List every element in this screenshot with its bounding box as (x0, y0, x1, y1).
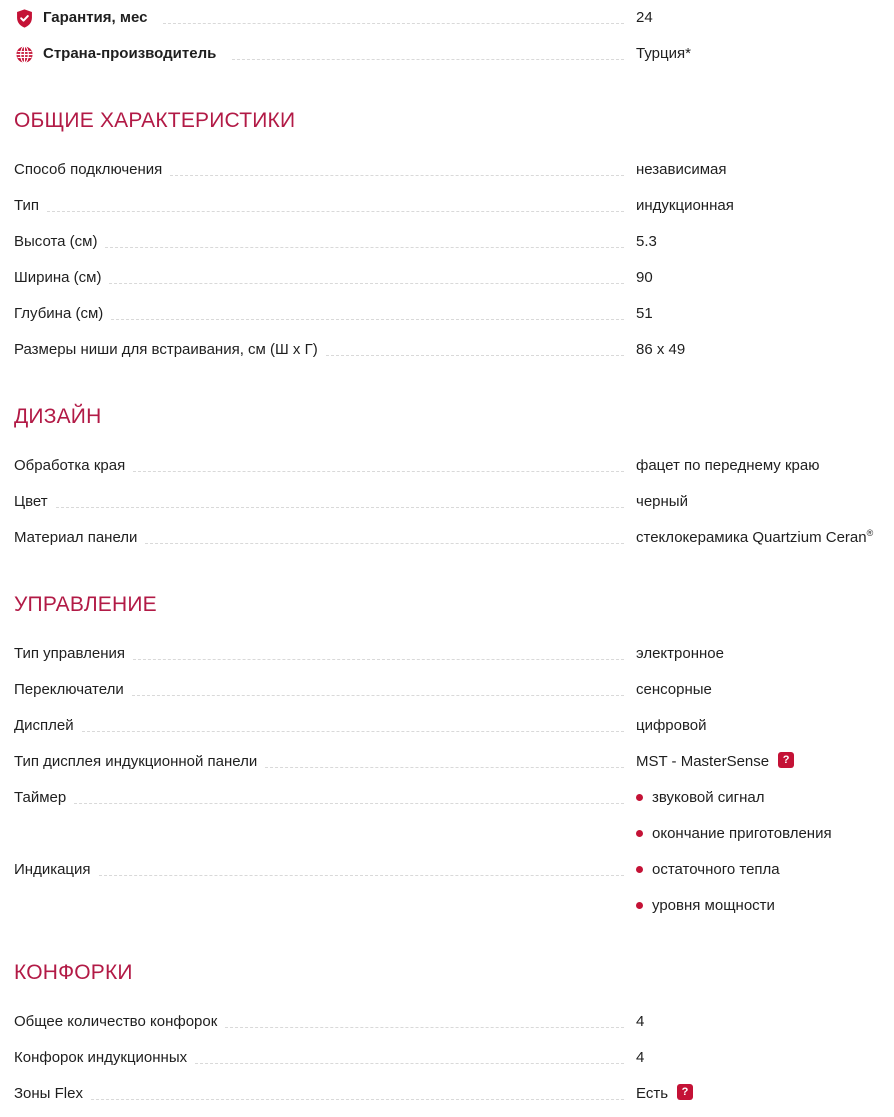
section-title-general: ОБЩИЕ ХАРАКТЕРИСТИКИ (14, 109, 296, 132)
spec-label: Зоны Flex (14, 1085, 83, 1102)
dotted-leader (145, 543, 624, 544)
dotted-leader (82, 731, 624, 732)
dotted-leader (105, 247, 624, 248)
spec-label: Глубина (см) (14, 305, 104, 322)
dotted-leader (47, 211, 624, 212)
spec-label: Ширина (см) (14, 269, 102, 286)
bullet-text: уровня мощности (652, 897, 775, 914)
spec-row (14, 744, 880, 780)
spec-value: 90 (636, 269, 653, 286)
spec-value: 24 (636, 9, 653, 26)
dotted-leader (91, 1099, 624, 1100)
dotted-leader (133, 471, 624, 472)
spec-label: Страна-производитель (43, 45, 217, 62)
spec-value (636, 520, 880, 556)
spec-value: индукционная (636, 197, 734, 214)
spec-label: Тип управления (14, 645, 125, 662)
spec-row-warranty (14, 0, 880, 36)
dotted-leader (170, 175, 624, 176)
bullet-text: окончание приготовления (652, 825, 832, 842)
spec-label: Гарантия, мес (43, 9, 148, 26)
dotted-leader (133, 659, 624, 660)
spec-row (14, 1004, 880, 1040)
spec-row (14, 152, 880, 188)
spec-label: Дисплей (14, 717, 74, 734)
registered-mark: ® (866, 528, 874, 538)
bullet-icon (636, 830, 643, 837)
dotted-leader (132, 695, 624, 696)
spec-value: 4 (636, 1049, 645, 1066)
spec-label: Таймер (14, 789, 67, 806)
spec-value: электронное (636, 645, 724, 662)
spec-label: Переключатели (14, 681, 124, 698)
dotted-leader (326, 355, 624, 356)
spec-value: независимая (636, 161, 727, 178)
spec-row (14, 484, 880, 520)
spec-value (636, 780, 880, 852)
spec-row-country (14, 36, 880, 72)
dotted-leader (109, 283, 624, 284)
spec-row (14, 708, 880, 744)
spec-row (14, 224, 880, 260)
dotted-leader (232, 59, 624, 60)
value-bullet-list (636, 780, 880, 852)
bullet-text: звуковой сигнал (652, 789, 765, 806)
bullet-text: остаточного тепла (652, 861, 780, 878)
dotted-leader (99, 875, 624, 876)
spec-value-text: Есть (636, 1085, 669, 1102)
spec-label: Конфорок индукционных (14, 1049, 188, 1066)
dotted-leader (56, 507, 624, 508)
bullet-icon (636, 866, 643, 873)
bullet-icon (636, 902, 643, 909)
section-title-burners: КОНФОРКИ (14, 961, 133, 984)
spec-row (14, 636, 880, 672)
spec-row (14, 296, 880, 332)
value-bullet-list (636, 852, 880, 924)
list-item (636, 852, 880, 888)
spec-label: Индикация (14, 861, 91, 878)
dotted-leader (111, 319, 624, 320)
spec-value (636, 852, 880, 924)
spec-row (14, 448, 880, 484)
list-item (636, 780, 880, 816)
spec-row (14, 188, 880, 224)
spec-row (14, 780, 880, 852)
list-item (636, 888, 880, 924)
dotted-leader (163, 23, 624, 24)
spec-row (14, 672, 880, 708)
spec-value: цифровой (636, 717, 707, 734)
spec-value-text: стеклокерамика Quartzium Ceran (636, 529, 867, 546)
spec-row (14, 1040, 880, 1076)
spec-row (14, 1076, 880, 1112)
dotted-leader (225, 1027, 624, 1028)
spec-label: Размеры ниши для встраивания, см (Ш х Г) (14, 341, 318, 358)
help-icon[interactable]: ? (677, 1084, 693, 1100)
spec-row (14, 332, 880, 368)
spec-value: 86 x 49 (636, 341, 686, 358)
spec-value (636, 744, 880, 780)
spec-label: Обработка края (14, 457, 126, 474)
spec-value: 51 (636, 305, 653, 322)
globe-icon (14, 44, 35, 65)
spec-value: Турция* (636, 45, 691, 62)
dotted-leader (74, 803, 624, 804)
help-icon[interactable]: ? (778, 752, 794, 768)
spec-value: фацет по переднему краю (636, 457, 820, 474)
spec-value: 4 (636, 1013, 645, 1030)
spec-row (14, 520, 880, 556)
spec-label: Общее количество конфорок (14, 1013, 218, 1030)
spec-label: Тип (14, 197, 40, 214)
bullet-icon (636, 794, 643, 801)
spec-value: 5.3 (636, 233, 657, 250)
spec-label: Способ подключения (14, 161, 163, 178)
spec-label: Цвет (14, 493, 48, 510)
spec-row (14, 260, 880, 296)
spec-label: Высота (см) (14, 233, 98, 250)
dotted-leader (265, 767, 624, 768)
spec-value (636, 1076, 880, 1112)
spec-row (14, 852, 880, 924)
spec-label: Тип дисплея индукционной панели (14, 753, 258, 770)
spec-label: Материал панели (14, 529, 138, 546)
shield-check-icon (14, 8, 35, 29)
dotted-leader (195, 1063, 624, 1064)
list-item (636, 816, 880, 852)
section-title-controls: УПРАВЛЕНИЕ (14, 593, 157, 616)
spec-value: черный (636, 493, 688, 510)
spec-value: сенсорные (636, 681, 712, 698)
spec-value-text: MST - MasterSense (636, 753, 770, 770)
section-title-design: ДИЗАЙН (14, 405, 102, 428)
